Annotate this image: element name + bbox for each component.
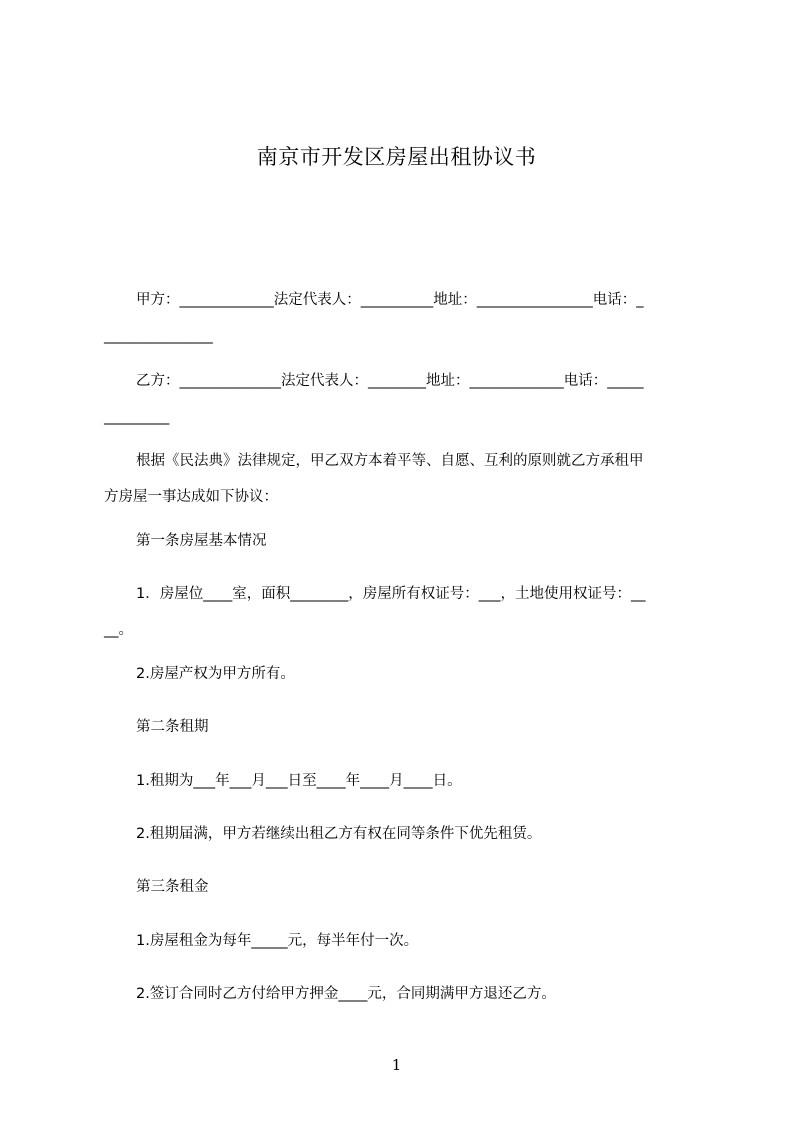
article-3-item-1 bbox=[104, 931, 700, 951]
party-a-line-2: _______________ bbox=[104, 328, 213, 344]
article-2-heading-text: 第二条租期 bbox=[136, 719, 209, 735]
article-1-item-2 bbox=[104, 664, 700, 684]
document-title: 南京市开发区房屋出租协议书 bbox=[256, 145, 537, 169]
article-3-item-1-text: 1.房屋租金为每年_____元，每半年付一次。 bbox=[136, 933, 419, 949]
article-2-item-2-text: 2.租期届满，甲方若继续出租乙方有权在同等条件下优先租赁。 bbox=[136, 826, 542, 842]
preamble-paragraph bbox=[104, 451, 700, 507]
party-b-line-1: 乙方：______________法定代表人：________地址：_____________电话：_____ bbox=[136, 373, 644, 389]
article-1-heading bbox=[104, 531, 700, 551]
article-3-item-2 bbox=[104, 984, 700, 1004]
party-a-paragraph bbox=[104, 290, 700, 346]
article-1-item-1-line-1: 1．房屋位____室，面积________，房屋所有权证号：___，土地使用权证号：__ bbox=[136, 586, 646, 602]
party-b-line-2: _________ bbox=[104, 409, 170, 425]
article-3-item-2-text: 2.签订合同时乙方付给甲方押金____元，合同期满甲方退还乙方。 bbox=[136, 986, 556, 1002]
article-2-item-2 bbox=[104, 824, 700, 844]
party-a-line-1: 甲方：_____________法定代表人：__________地址：________________电话：_ bbox=[136, 292, 644, 308]
article-1-heading-text: 第一条房屋基本情况 bbox=[136, 533, 267, 549]
article-3-heading bbox=[104, 877, 700, 897]
page-number: 1 bbox=[391, 1056, 402, 1074]
party-b-paragraph bbox=[104, 371, 700, 427]
article-2-heading bbox=[104, 717, 700, 737]
article-1-item-2-text: 2.房屋产权为甲方所有。 bbox=[136, 666, 295, 682]
article-3-heading-text: 第三条租金 bbox=[136, 879, 209, 895]
article-1-item-1 bbox=[104, 584, 700, 640]
preamble-line-1: 根据《民法典》法律规定，甲乙双方本着平等、自愿、互利的原则就乙方承租甲 bbox=[136, 453, 644, 469]
preamble-line-2: 方房屋一事达成如下协议： bbox=[104, 489, 278, 505]
article-2-item-1 bbox=[104, 771, 700, 791]
article-2-item-1-text: 1.租期为___年___月___日至____年____月____日。 bbox=[136, 773, 462, 789]
article-1-item-1-line-2: __。 bbox=[104, 622, 133, 638]
